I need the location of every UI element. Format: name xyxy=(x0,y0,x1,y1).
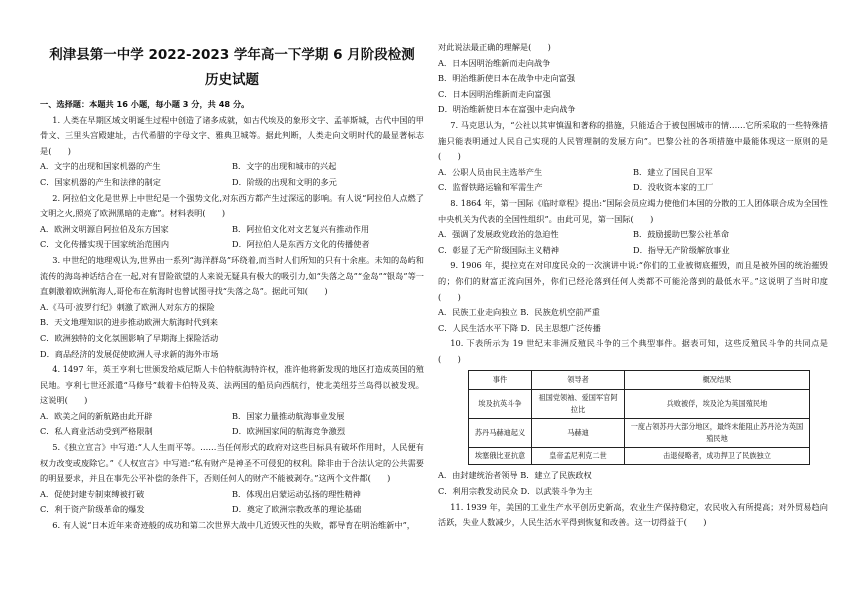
option-d: D．欧洲国家间的航海竞争激烈 xyxy=(232,426,346,437)
option-b: B．文字的出现和城市的兴起 xyxy=(232,161,337,172)
option-a: A．强调了发展政党政治的急迫性 xyxy=(438,229,559,240)
table-header-row xyxy=(469,371,810,390)
table-row xyxy=(469,390,810,419)
table-cell: 兵败被俘，埃及沦为英国殖民地 xyxy=(625,390,810,419)
option-c: C．彰显了无产阶级国际主义精神 xyxy=(438,244,559,255)
left-column xyxy=(40,0,424,534)
table-row xyxy=(469,419,810,448)
option-a: A．日本因明治维新而走向战争 xyxy=(438,57,551,68)
question-5-stem: 5.《独立宣言》中写道:“人人生而平等。……当任何形式的政府对这些目标具有破坏作用时，人民便有权力改变或废除它。”《人权宣言》中写道:“私有财产是神圣不可侵犯的权利。除非由于合法认定的公共需要的明显要求，并且在事先公平补偿的条件下，否则任何人的财产不能被剥夺。”这两个文件都( ) xyxy=(40,442,424,484)
question-6-continuation: 对此说法最正确的理解是( ) xyxy=(438,42,551,52)
question-1-options xyxy=(40,159,424,190)
question-11-stem: 11. 1939 年，美国的工业生产水平创历史新高，农业生产保持稳定，农民收入有所提高；对外贸易趋向活跃，失业人数减少，人民生活水平得到恢复和改善。这一切得益于( ) xyxy=(438,501,828,528)
option-c: C．监督铁路运输和军需生产 xyxy=(438,182,543,193)
option-d: D．没收资本家的工厂 xyxy=(633,182,714,193)
question-9-options-ab: A．民族工业走向独立 B．民族危机空前严重 xyxy=(438,307,600,318)
question-10-options-ab: A．由封建统治者领导 B．建立了民族政权 xyxy=(438,470,592,481)
table-header: 领导者 xyxy=(532,371,625,390)
table-cell: 苏丹马赫迪起义 xyxy=(469,419,532,448)
option-b: B．明治维新使日本在战争中走向富强 xyxy=(438,73,576,84)
question-1-stem: 1. 人类在早期区域文明诞生过程中创造了诸多成就，如古代埃及的象形文字、孟菲斯城，古代中国的甲骨文、三里头宫殿建址，古代希腊的字母文字、雅典卫城等。据此判断，人类走向文明时代的最显著标志是( ) xyxy=(40,114,424,156)
question-4-options xyxy=(40,409,424,440)
table-cell: 击退侵略者，成功捍卫了民族独立 xyxy=(625,448,810,465)
events-table xyxy=(468,370,810,465)
question-10-stem: 10. 下表所示为 19 世纪末非洲反殖民斗争的三个典型事件。据表可知，这些反殖民斗争的共同点是( ) xyxy=(438,338,828,364)
exam-title: 利津县第一中学 2022-2023 学年高一下学期 6 月阶段检测 xyxy=(49,47,415,63)
question-9-options-cd: C．人民生活水平下降 D．民主思想广泛传播 xyxy=(438,322,601,333)
option-b: B．国家力量推动航海事业发展 xyxy=(232,410,345,421)
option-b: B．天文地理知识的进步推动欧洲大航海时代到来 xyxy=(40,317,218,328)
option-c: C．日本因明治维新而走向富强 xyxy=(438,88,551,99)
table-cell: 皇帝孟尼利克二世 xyxy=(532,448,625,465)
question-3-stem: 3. 中世纪的地理观认为,世界由一系列“海洋群岛”环绕着,而当时人们所知的只有十余座。未知的岛屿和流传的海岛神话结合在一起,对有冒险欲望的人来说无疑具有极大的吸引力,如“失落之岛”“金岛”“银岛”等一直刺激着欧洲航海人,哥伦布在航海时也曾试图寻找“失落之岛”。据此可知( ) xyxy=(40,254,424,297)
option-b: B．建立了国民自卫军 xyxy=(633,166,713,177)
option-c: C．私人商业活动受到严格限制 xyxy=(40,426,153,437)
table-cell: 一度占领苏丹大部分地区，最终未能阻止苏丹沦为英国殖民地 xyxy=(625,419,810,448)
option-d: D．奠定了欧洲宗教改革的理论基础 xyxy=(232,504,362,515)
table-cell: 埃及抗英斗争 xyxy=(469,390,532,419)
question-6-options xyxy=(438,56,828,118)
table-header: 事件 xyxy=(469,371,532,390)
option-c: C．文化传播实现于国家统治范围内 xyxy=(40,239,170,250)
question-6-stem: 6. 有人说“日本近年来奇迹般的成功和第二次世界大战中几近毁灭性的失败，都导育在明治维新中”， xyxy=(52,520,415,531)
option-d: D．指导无产阶级解放事业 xyxy=(633,244,730,255)
section-heading: 一、选择题：本题共 16 小题，每小题 3 分，共 48 分。 xyxy=(40,99,250,109)
option-c: C．欧洲独特的文化氛围影响了早期海上探险活动 xyxy=(40,332,219,343)
option-d: D．阶级的出现和文明的多元 xyxy=(232,176,337,187)
exam-subtitle: 历史试题 xyxy=(205,72,259,88)
table-row xyxy=(469,448,810,465)
option-b: B．鼓励援助巴黎公社革命 xyxy=(633,229,730,240)
question-2-stem: 2. 阿拉伯文化是世界上中世纪是一个强势文化,对东西方都产生过深远的影响。有人说“阿拉伯人点燃了文明之火,照亮了欧洲黑暗的走廊”。材料表明( ) xyxy=(40,192,424,219)
table-cell: 祖国党领袖、爱国军官阿拉比 xyxy=(532,390,625,419)
option-a: A．欧洲文明源自阿拉伯及东方国家 xyxy=(40,223,169,234)
question-5-options xyxy=(40,487,424,518)
table-header: 概况结果 xyxy=(625,371,810,390)
option-d: D．阿拉伯人是东西方文化的传播使者 xyxy=(232,239,370,250)
right-column xyxy=(438,40,828,531)
option-a: A．欧美之间的新航路由此开辟 xyxy=(40,410,153,421)
option-d: D．明治维新使日本在富强中走向战争 xyxy=(438,104,576,115)
option-c: C．国家机器的产生和法律的制定 xyxy=(40,176,161,187)
option-a: A.《马可·波罗行纪》刺激了欧洲人对东方的探险 xyxy=(40,301,215,312)
table-cell: 马赫迪 xyxy=(532,419,625,448)
option-a: A．促使封建专制束缚被打破 xyxy=(40,488,145,499)
option-a: A．文字的出现和国家机器的产生 xyxy=(40,161,161,172)
question-10-options-cd: C．利用宗教发动民众 D．以武装斗争为主 xyxy=(438,486,593,497)
option-b: B．体现出启蒙运动弘扬的理性精神 xyxy=(232,488,361,499)
question-9-stem: 9. 1906 年，提拉克在对印度民众的一次演讲中说:“你们的工业被彻底摧毁，而且是被外国的统治摧毁的；你们的财富正流向国外，你们已经沦落到任何人类都不可能沦落到的最低水平。”这说明了当时印度( ) xyxy=(438,260,828,302)
question-4-stem: 4. 1497 年，英王亨利七世颁发给威尼斯人卡伯特航海特许权，准许他将新发现的地区打造成英国的殖民地。亨利七世还派遣“马修号”载着卡伯特及英、法两国的船员向西航行，使北美纽芬兰岛得以被发现。这说明( ) xyxy=(40,364,424,406)
option-d: D．商品经济的发展促使欧洲人寻求新的海外市场 xyxy=(40,348,219,359)
question-3-options xyxy=(40,300,424,362)
option-b: B．阿拉伯文化对文艺复兴有推动作用 xyxy=(232,223,370,234)
question-2-options xyxy=(40,222,424,253)
option-c: C．利于资产阶级革命的爆发 xyxy=(40,504,145,515)
question-8-stem: 8. 1864 年，第一国际《临时章程》提出:“国际会员应竭力使他们本国的分散的工人团体联合成为全国性中央机关为代表的全国性组织”。由此可见，第一国际( ) xyxy=(438,197,828,224)
question-7-stem: 7. 马克思认为，“公社以其审慎温和著称的措施，只能适合于被包围城市的情……它所采取的一些特殊措施只能表明通过人民自己实现的人民管理制的发展方向”。巴黎公社的各项措施中最能体现这一原则的是( ) xyxy=(438,119,828,162)
table-cell: 埃塞俄比亚抗意 xyxy=(469,448,532,465)
question-8-options xyxy=(438,227,828,258)
option-a: A．公职人员由民主选举产生 xyxy=(438,166,543,177)
question-7-options xyxy=(438,165,828,196)
